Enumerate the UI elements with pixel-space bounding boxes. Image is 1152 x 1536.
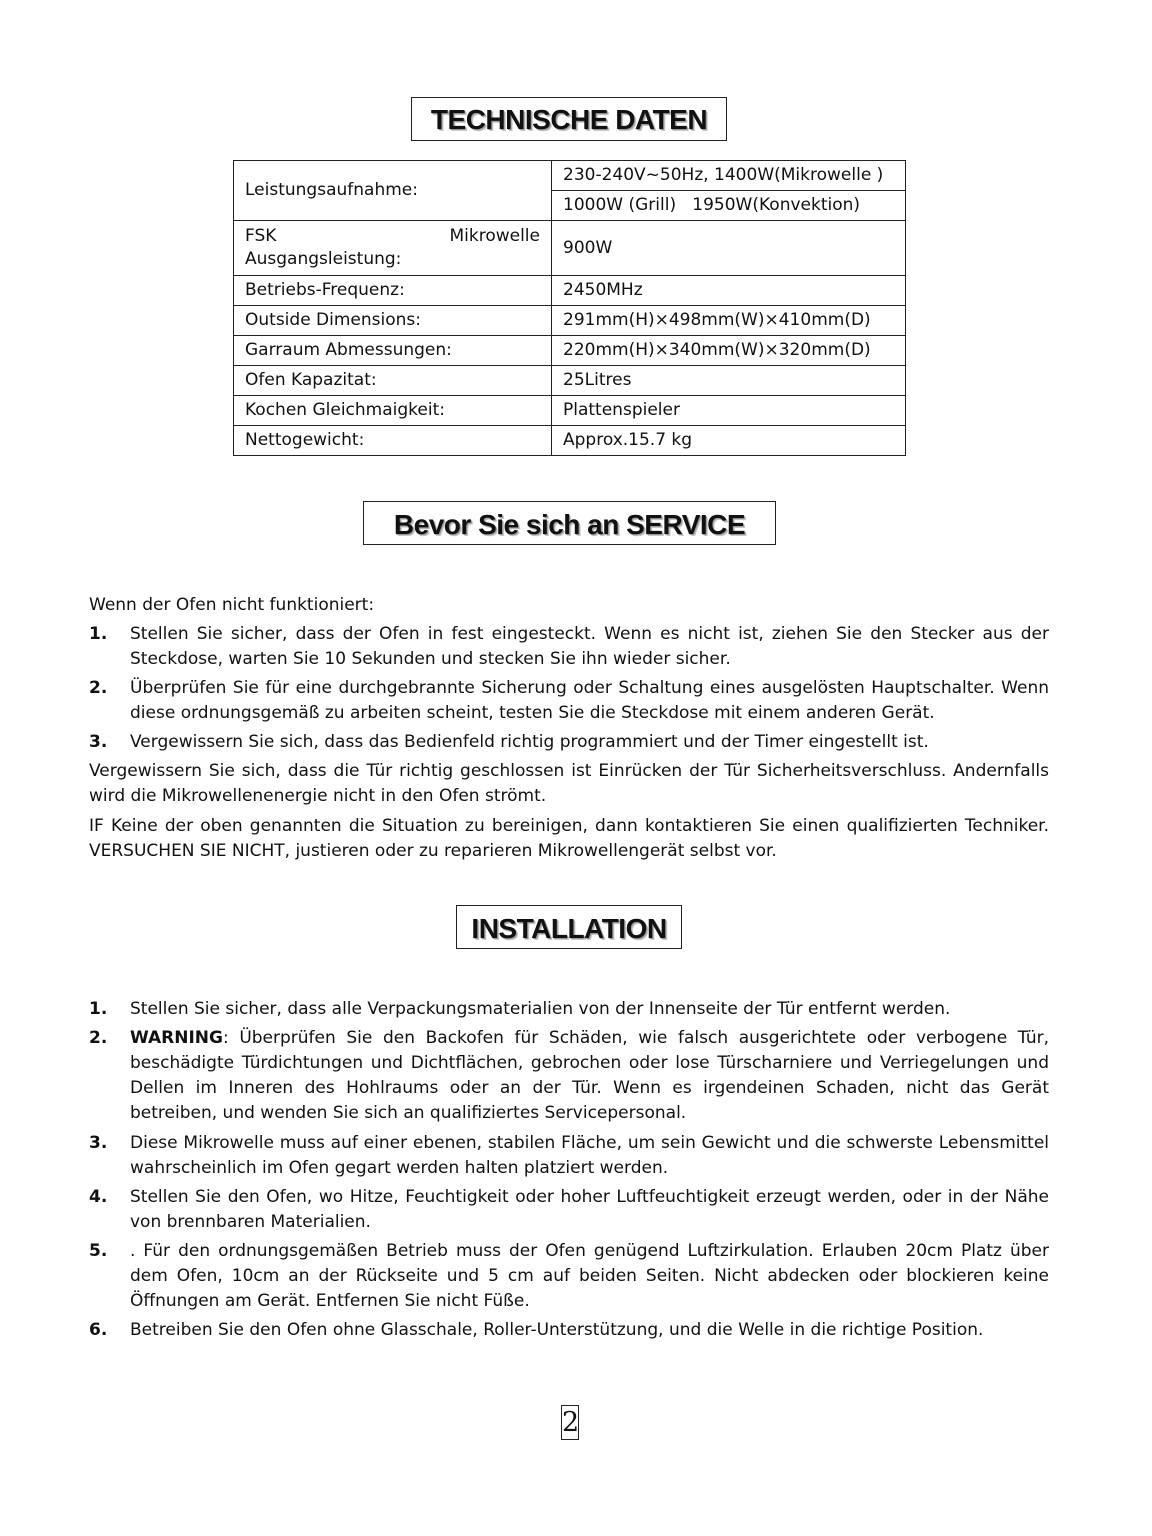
table-row [234, 306, 906, 336]
list-number: 2. [89, 678, 108, 698]
list-text: Überprüfen Sie für eine durchgebrannte Sicherung oder Schaltung eines ausgelösten Hauptschalter. Wenn diese ordnungsgemäß zu arbeiten scheint, testen Sie die Steckdose mit einem anderen Gerät. [130, 678, 1049, 723]
spec-value: Plattenspieler [552, 396, 906, 426]
list-number: 3. [89, 732, 108, 752]
list-text: Vergewissern Sie sich, dass das Bedienfeld richtig programmiert und der Timer eingestellt ist. [130, 732, 929, 752]
service-paragraph: Vergewissern Sie sich, dass die Tür richtig geschlossen ist Einrücken der Tür Sicherheitsverschluss. Andernfalls wird die Mikrowellenenergie nicht in den Ofen strömt. [89, 761, 1049, 806]
list-number: 1. [89, 624, 108, 644]
spec-value: 230-240V~50Hz, 1400W(Mikrowelle ) [552, 161, 906, 191]
section-title-installation: INSTALLATION [456, 905, 682, 949]
spec-label: Leistungsaufnahme: [234, 161, 552, 221]
table-row [234, 221, 906, 276]
spec-value: 2450MHz [552, 276, 906, 306]
spec-table [233, 160, 906, 456]
table-row [234, 396, 906, 426]
table-row [234, 366, 906, 396]
spec-value: 220mm(H)×340mm(W)×320mm(D) [552, 336, 906, 366]
spec-label: Ofen Kapazitat: [234, 366, 552, 396]
spec-label: Betriebs-Frequenz: [234, 276, 552, 306]
list-number: 1. [89, 999, 108, 1019]
list-number: 5. [89, 1241, 108, 1261]
list-number: 2. [89, 1028, 108, 1048]
spec-value: 291mm(H)×498mm(W)×410mm(D) [552, 306, 906, 336]
list-text: Betreiben Sie den Ofen ohne Glasschale, Roller-Unterstützung, und die Welle in die richtige Position. [130, 1320, 984, 1340]
spec-label: Kochen Gleichmaigkeit: [234, 396, 552, 426]
list-number: 6. [89, 1320, 108, 1340]
list-text: Stellen Sie den Ofen, wo Hitze, Feuchtigkeit oder hoher Luftfeuchtigkeit erzeugt werden, oder in der Nähe von brennbaren Materialien. [130, 1187, 1049, 1232]
table-row [234, 161, 906, 191]
spec-label-fsk [234, 221, 552, 276]
service-intro: Wenn der Ofen nicht funktioniert: [89, 595, 375, 615]
spec-value: 1000W (Grill) 1950W(Konvektion) [552, 191, 906, 221]
list-text: Diese Mikrowelle muss auf einer ebenen, stabilen Fläche, um sein Gewicht und die schwerste Lebensmittel wahrscheinlich im Ofen gegart werden halten platziert werden. [130, 1133, 1049, 1178]
section-title-service: Bevor Sie sich an SERVICE [363, 501, 776, 545]
spec-label-part: Ausgangsleistung: [245, 249, 402, 269]
spec-label: Nettogewicht: [234, 426, 552, 456]
warning-label: WARNING [130, 1028, 223, 1048]
table-row [234, 336, 906, 366]
list-text: Stellen Sie sicher, dass der Ofen in fest eingesteckt. Wenn es nicht ist, ziehen Sie den Stecker aus der Steckdose, warten Sie 10 Sekunden und stecken Sie ihn wieder sicher. [130, 624, 1049, 669]
spec-label: Outside Dimensions: [234, 306, 552, 336]
spec-label-part: Mikrowelle [449, 226, 540, 246]
table-row [234, 426, 906, 456]
list-number: 4. [89, 1187, 108, 1207]
list-text-warning [130, 1026, 1049, 1126]
list-number: 3. [89, 1133, 108, 1153]
spec-label-part: FSK [245, 226, 277, 246]
list-text: Stellen Sie sicher, dass alle Verpackungsmaterialien von der Innenseite der Tür entfernt werden. [130, 999, 951, 1019]
section-title-technische-daten: TECHNISCHE DATEN [411, 97, 727, 141]
spec-label: Garraum Abmessungen: [234, 336, 552, 366]
spec-value: 900W [552, 221, 906, 276]
spec-value: Approx.15.7 kg [552, 426, 906, 456]
page-number: 2 [562, 1407, 580, 1438]
spec-value: 25Litres [552, 366, 906, 396]
list-text: : Überprüfen Sie den Backofen für Schäden, wie falsch ausgerichtete oder verbogene Tür, beschädigte Türdichtungen und Dichtflächen, gebrochen oder lose Türscharniere und Verriegelungen und Dellen im Inneren des Hohlraums oder an der Tür. Wenn es irgendeinen Schaden, nicht das Gerät betreiben, und wenden Sie sich an qualifiziertes Servicepersonal. [130, 1028, 1049, 1123]
service-paragraph: IF Keine der oben genannten die Situation zu bereinigen, dann kontaktieren Sie einen qualifizierten Techniker. VERSUCHEN SIE NICHT, justieren oder zu reparieren Mikrowellengerät selbst vor. [89, 816, 1049, 861]
list-text: . Für den ordnungsgemäßen Betrieb muss der Ofen genügend Luftzirkulation. Erlauben 20cm Platz über dem Ofen, 10cm an der Rückseite und 5 cm auf beiden Seiten. Nicht abdecken oder blockieren keine Öffnungen am Gerät. Entfernen Sie nicht Füße. [130, 1241, 1049, 1311]
table-row [234, 276, 906, 306]
